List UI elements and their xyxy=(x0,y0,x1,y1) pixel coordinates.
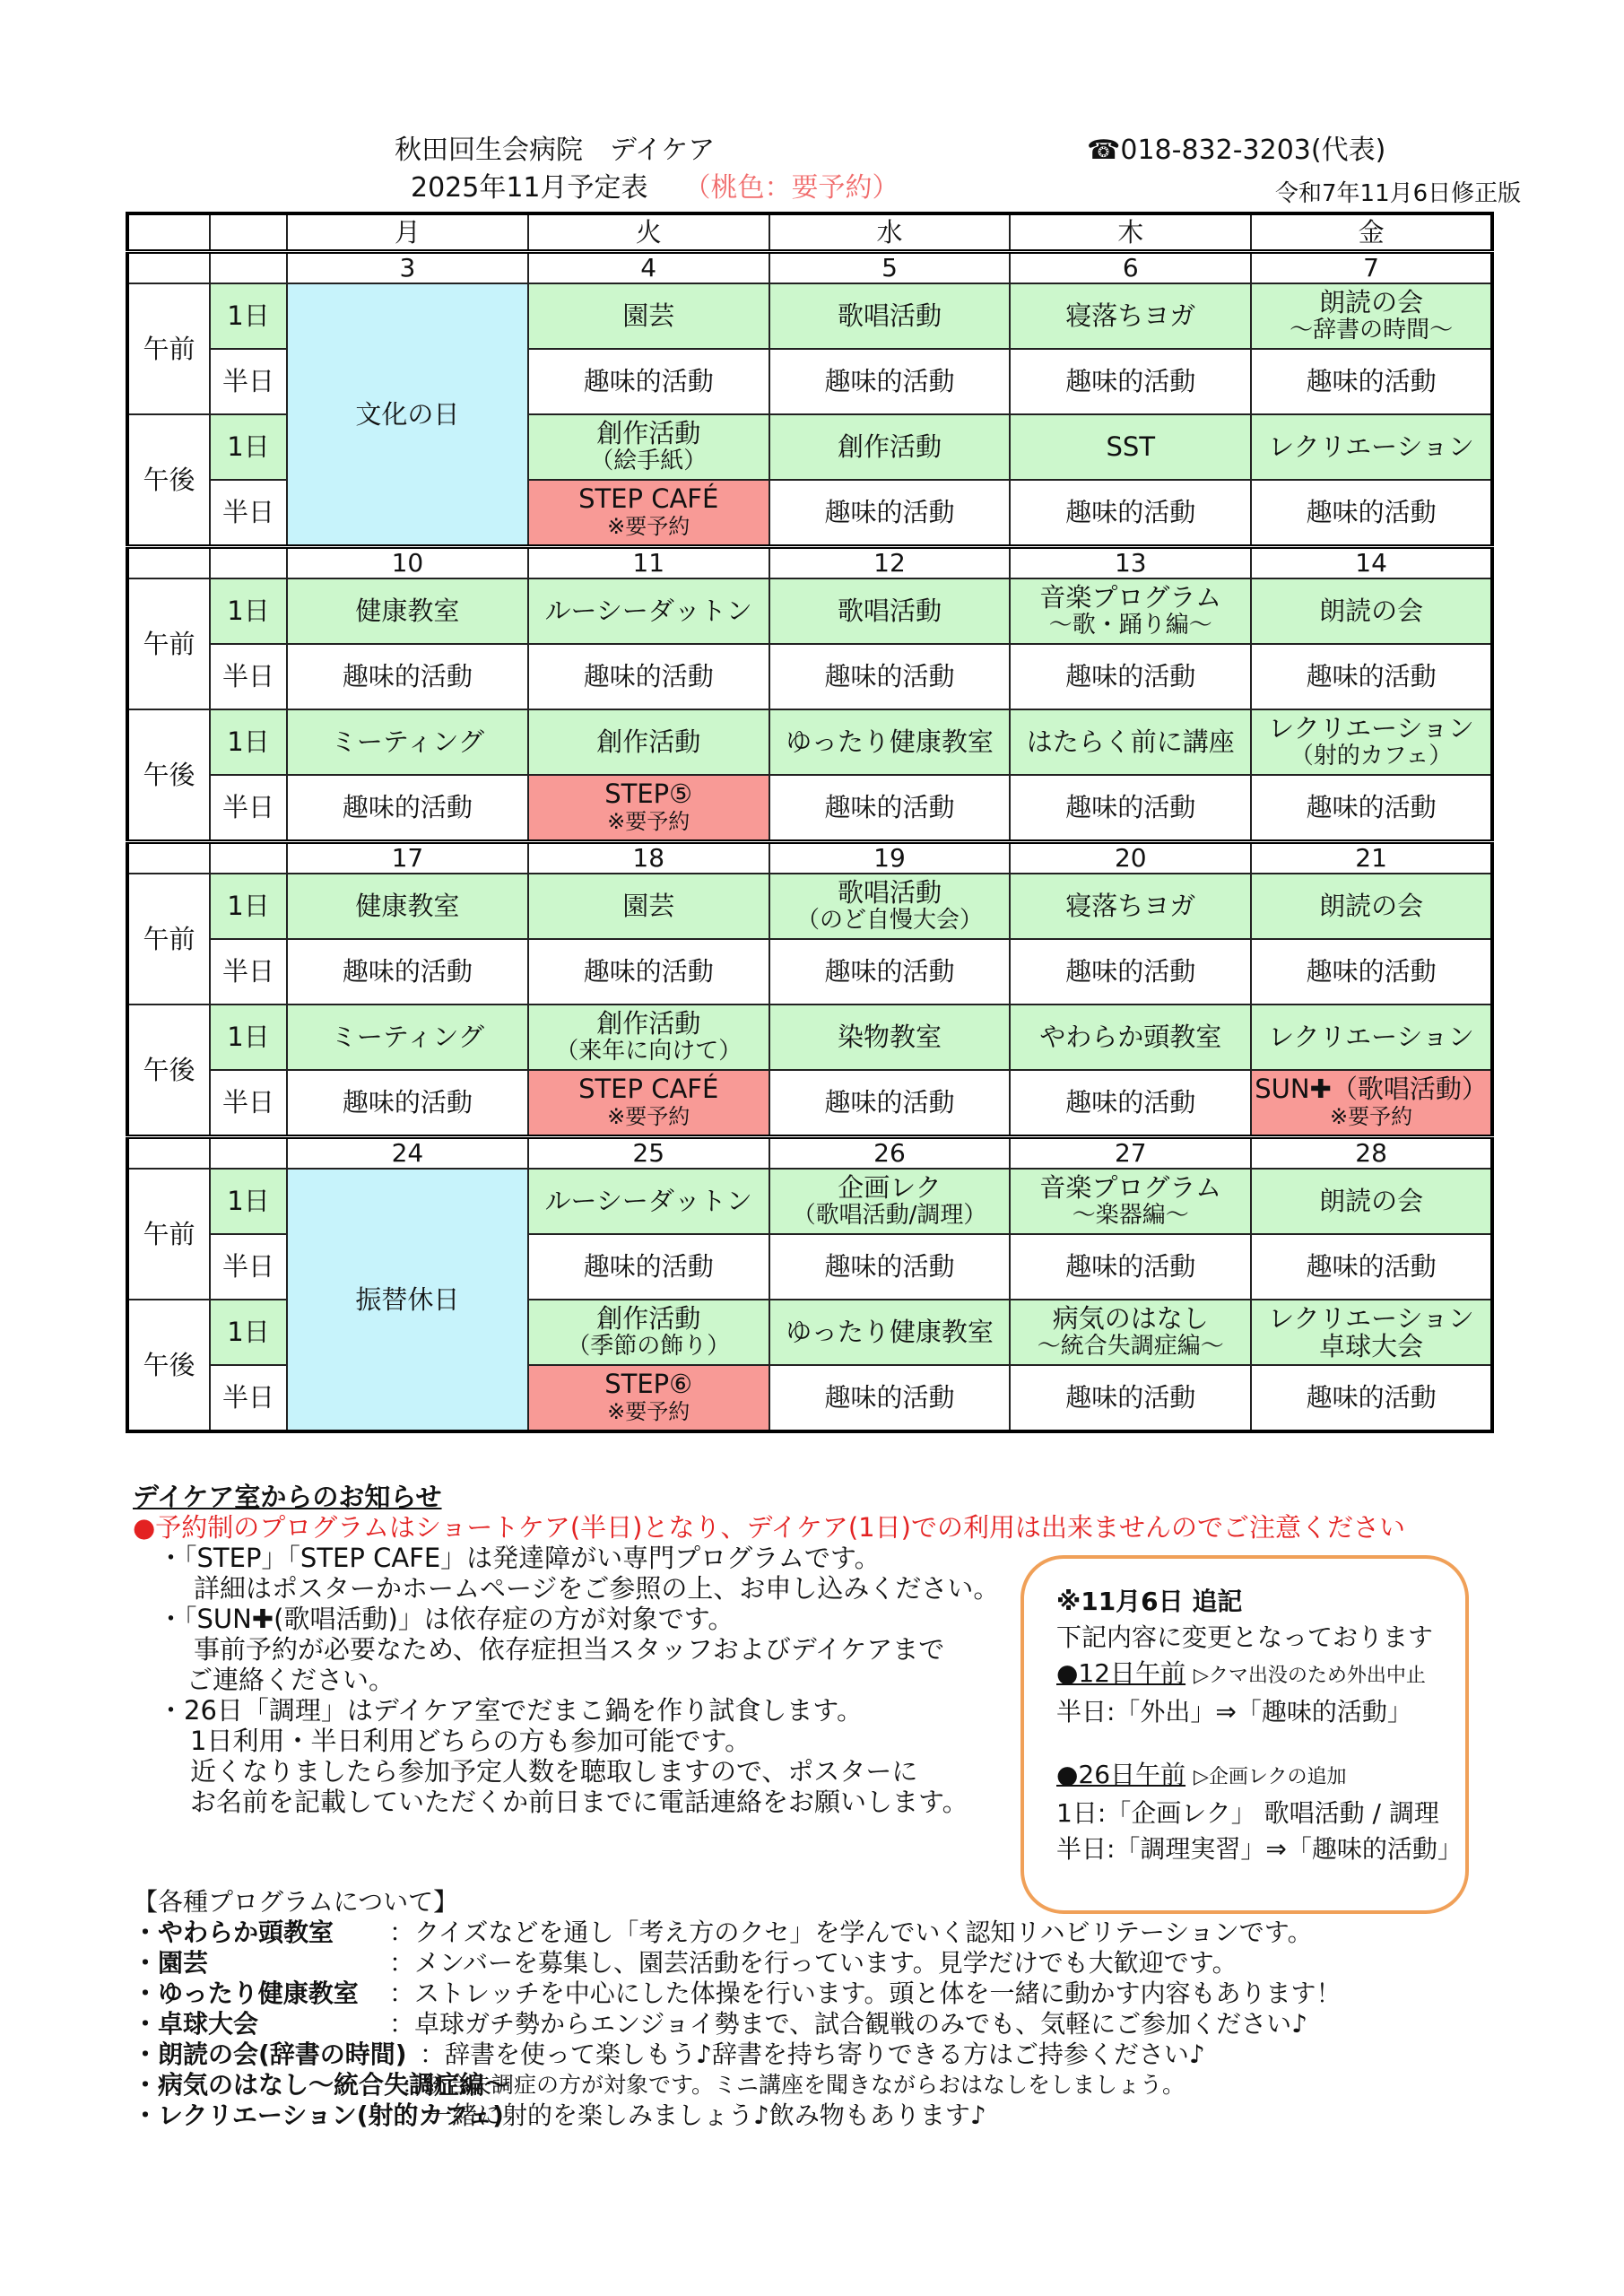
activity-cell: 趣味的活動 xyxy=(769,1365,1011,1431)
activity-cell: 趣味的活動 xyxy=(1010,349,1251,414)
activity-cell: 歌唱活動 （のど自慢大会） xyxy=(769,874,1011,939)
full-day-label: 1日 xyxy=(210,578,287,644)
date-cell: 4 xyxy=(528,252,769,284)
activity-cell: 朗読の会 xyxy=(1251,578,1492,644)
date-cell: 26 xyxy=(769,1137,1011,1170)
half-day-label: 半日 xyxy=(210,480,287,547)
date-cell: 17 xyxy=(287,842,528,874)
change-2-note: ▷企画レクの追加 xyxy=(1193,1766,1347,1788)
weekday-header: 木 xyxy=(1010,213,1251,252)
date-cell: 20 xyxy=(1010,842,1251,874)
activity-cell: レクリエーション xyxy=(1251,1004,1492,1070)
schedule-title-text: 2025年11月予定表 xyxy=(411,172,648,204)
activity-cell: 音楽プログラム ～楽器編～ xyxy=(1010,1169,1251,1234)
full-day-label: 1日 xyxy=(210,874,287,939)
notice-item: 近くなりましたら参加予定人数を聴取しますので、ポスターに xyxy=(190,1756,918,1787)
activity-cell: SST xyxy=(1010,414,1251,480)
program-desc: ：卓球ガチ勢からエンジョイ勢まで、試合観戦のみでも、気軽にご参加ください♪ xyxy=(389,2009,1308,2039)
activity-cell: ルーシーダットン xyxy=(528,1169,769,1234)
program-name: ・ゆったり健康教室 xyxy=(133,1979,359,2008)
date-cell: 27 xyxy=(1010,1137,1251,1170)
activity-cell: 創作活動 （絵手紙） xyxy=(528,414,769,480)
half-day-label: 半日 xyxy=(210,939,287,1004)
reservation-legend: （桃色：要予約） xyxy=(683,172,899,204)
activity-cell: 歌唱活動 xyxy=(769,578,1011,644)
notice-item: 1日利用・半日利用どちらの方も参加可能です。 xyxy=(190,1726,751,1756)
activity-cell: 趣味的活動 xyxy=(287,775,528,842)
half-day-label: 半日 xyxy=(210,1365,287,1431)
activity-cell: 創作活動 xyxy=(528,709,769,775)
program-item xyxy=(133,2100,1532,2131)
program-item xyxy=(133,1948,1532,1979)
program-desc: ：ストレッチを中心にした体操を行います。頭と体を一緒に動かす内容もあります！ xyxy=(389,1979,1342,2008)
activity-cell: 趣味的活動 xyxy=(1010,1365,1251,1431)
activity-cell: STEP CAFÉ ※要予約 xyxy=(528,1070,769,1137)
program-item xyxy=(133,2070,1532,2100)
activity-cell: 創作活動 （来年に向けて） xyxy=(528,1004,769,1070)
half-day-label: 半日 xyxy=(210,644,287,709)
full-day-label: 1日 xyxy=(210,1004,287,1070)
activity-cell: 趣味的活動 xyxy=(287,1070,528,1137)
activity-cell: 趣味的活動 xyxy=(769,349,1011,414)
change-2-line-2: 半日:「調理実習」⇒「趣味的活動」 xyxy=(1056,1834,1463,1864)
activity-cell: 趣味的活動 xyxy=(1010,644,1251,709)
notice-item: ご連絡ください。 xyxy=(187,1665,395,1695)
activity-cell: 趣味的活動 xyxy=(528,644,769,709)
date-blank xyxy=(127,1137,210,1170)
date-cell: 3 xyxy=(287,252,528,284)
date-cell: 28 xyxy=(1251,1137,1492,1170)
date-cell: 14 xyxy=(1251,547,1492,579)
activity-cell: 朗読の会 ～辞書の時間～ xyxy=(1251,283,1492,349)
activity-cell: 趣味的活動 xyxy=(1010,1234,1251,1300)
activity-cell: 趣味的活動 xyxy=(528,939,769,1004)
activity-cell: レクリエーション 卓球大会 xyxy=(1251,1300,1492,1365)
period-am: 午前 xyxy=(127,283,210,414)
program-name: ・卓球大会 xyxy=(133,2009,259,2039)
notice-item: ・26日「調理」はデイケア室でだまこ鍋を作り試食します。 xyxy=(158,1695,863,1726)
activity-cell: 趣味的活動 xyxy=(1010,939,1251,1004)
period-pm: 午後 xyxy=(127,709,210,842)
half-day-label: 半日 xyxy=(210,1070,287,1137)
period-am: 午前 xyxy=(127,1169,210,1300)
notice-item: ・「SUN✚(歌唱活動)」は依存症の方が対象です。 xyxy=(158,1604,734,1634)
activity-cell: 趣味的活動 xyxy=(1251,349,1492,414)
change-2 xyxy=(1056,1757,1438,1796)
full-day-label: 1日 xyxy=(210,1169,287,1234)
activity-cell: 染物教室 xyxy=(769,1004,1011,1070)
holiday-cell: 振替休日 xyxy=(287,1169,528,1431)
program-item xyxy=(133,1918,1532,1948)
half-day-label: 半日 xyxy=(210,1234,287,1300)
activity-cell: 朗読の会 xyxy=(1251,1169,1492,1234)
activity-cell: 趣味的活動 xyxy=(769,775,1011,842)
weekday-header: 水 xyxy=(769,213,1011,252)
activity-cell: 趣味的活動 xyxy=(287,644,528,709)
header-blank xyxy=(127,213,210,252)
activity-cell: STEP⑥ ※要予約 xyxy=(528,1365,769,1431)
period-pm: 午後 xyxy=(127,414,210,547)
activity-cell: 趣味的活動 xyxy=(528,349,769,414)
weekday-header: 金 xyxy=(1251,213,1492,252)
program-desc: ：統合失調症の方が対象です。ミニ講座を聞きながらおはなしをしましょう。 xyxy=(402,2072,1185,2098)
change-2-head: ●26日午前 xyxy=(1056,1760,1186,1789)
schedule-title xyxy=(411,172,899,204)
change-2-line-1: 1日:「企画レク」 歌唱活動 / 調理 xyxy=(1056,1798,1439,1828)
date-cell: 13 xyxy=(1010,547,1251,579)
program-item xyxy=(133,2009,1532,2039)
activity-cell: ゆったり健康教室 xyxy=(769,709,1011,775)
date-blank xyxy=(210,547,287,579)
activity-cell: 趣味的活動 xyxy=(1251,644,1492,709)
change-1-note: ▷クマ出没のため外出中止 xyxy=(1193,1665,1426,1687)
schedule-table xyxy=(126,212,1494,1433)
program-desc: ：クイズなどを通し「考え方のクセ」を学んでいく認知リハビリテーションです。 xyxy=(389,1918,1313,1947)
date-cell: 6 xyxy=(1010,252,1251,284)
activity-cell: 朗読の会 xyxy=(1251,874,1492,939)
activity-cell: 健康教室 xyxy=(287,578,528,644)
activity-cell: 趣味的活動 xyxy=(769,644,1011,709)
date-cell: 7 xyxy=(1251,252,1492,284)
period-am: 午前 xyxy=(127,874,210,1004)
activity-cell: 趣味的活動 xyxy=(769,939,1011,1004)
full-day-label: 1日 xyxy=(210,414,287,480)
weekday-header: 月 xyxy=(287,213,528,252)
activity-cell: 企画レク （歌唱活動/調理） xyxy=(769,1169,1011,1234)
revision-date: 令和7年11月6日修正版 xyxy=(1275,180,1522,207)
activity-cell: 創作活動 xyxy=(769,414,1011,480)
program-item xyxy=(133,2039,1532,2070)
activity-cell: ゆったり健康教室 xyxy=(769,1300,1011,1365)
activity-cell: 趣味的活動 xyxy=(1010,775,1251,842)
activity-cell: はたらく前に講座 xyxy=(1010,709,1251,775)
date-cell: 18 xyxy=(528,842,769,874)
activity-cell: 歌唱活動 xyxy=(769,283,1011,349)
date-cell: 10 xyxy=(287,547,528,579)
date-cell: 19 xyxy=(769,842,1011,874)
date-cell: 24 xyxy=(287,1137,528,1170)
half-day-label: 半日 xyxy=(210,775,287,842)
notice-item: 詳細はポスターかホームページをご参照の上、お申し込みください。 xyxy=(194,1573,1000,1604)
activity-cell: 趣味的活動 xyxy=(769,480,1011,547)
date-blank xyxy=(127,842,210,874)
update-intro: 下記内容に変更となっております xyxy=(1056,1622,1434,1652)
program-desc: ：一緒に射的を楽しみましょう♪飲み物もあります♪ xyxy=(402,2100,986,2130)
activity-cell: 趣味的活動 xyxy=(769,1234,1011,1300)
activity-cell: ルーシーダットン xyxy=(528,578,769,644)
activity-cell: 趣味的活動 xyxy=(1251,775,1492,842)
date-cell: 11 xyxy=(528,547,769,579)
activity-cell: ミーティング xyxy=(287,1004,528,1070)
activity-cell: 音楽プログラム ～歌・踊り編～ xyxy=(1010,578,1251,644)
program-name: ・朗読の会(辞書の時間) xyxy=(133,2039,407,2069)
programs-title: 【各種プログラムについて】 xyxy=(133,1887,459,1917)
phone-number: ☎018-832-3203(代表) xyxy=(1087,135,1386,166)
activity-cell: 寝落ちヨガ xyxy=(1010,283,1251,349)
activity-cell: 趣味的活動 xyxy=(528,1234,769,1300)
activity-cell: 趣味的活動 xyxy=(287,939,528,1004)
date-cell: 5 xyxy=(769,252,1011,284)
period-pm: 午後 xyxy=(127,1004,210,1137)
update-title: ※11月6日 追記 xyxy=(1056,1587,1243,1616)
update-notice-box xyxy=(1020,1555,1469,1914)
date-blank xyxy=(210,842,287,874)
activity-cell: STEP⑤ ※要予約 xyxy=(528,775,769,842)
half-day-label: 半日 xyxy=(210,349,287,414)
program-name: ・園芸 xyxy=(133,1948,209,1978)
program-item xyxy=(133,1979,1532,2009)
activity-cell: ミーティング xyxy=(287,709,528,775)
activity-cell: 趣味的活動 xyxy=(769,1070,1011,1137)
notice-item: ・「STEP」「STEP CAFE」は発達障がい専門プログラムです。 xyxy=(158,1543,881,1573)
change-1-line: 半日:「外出」⇒「趣味的活動」 xyxy=(1056,1697,1412,1726)
activity-cell: 趣味的活動 xyxy=(1251,1365,1492,1431)
activity-cell: 寝落ちヨガ xyxy=(1010,874,1251,939)
date-blank xyxy=(127,252,210,284)
activity-cell: 園芸 xyxy=(528,283,769,349)
activity-cell: 創作活動 （季節の飾り） xyxy=(528,1300,769,1365)
activity-cell: 趣味的活動 xyxy=(1251,480,1492,547)
change-1 xyxy=(1056,1656,1438,1694)
hospital-title: 秋田回生会病院 デイケア xyxy=(395,135,716,166)
activity-cell: 園芸 xyxy=(528,874,769,939)
full-day-label: 1日 xyxy=(210,283,287,349)
activity-cell: SUN✚（歌唱活動） ※要予約 xyxy=(1251,1070,1492,1137)
notice-warning: ●予約制のプログラムはショートケア(半日)となり、デイケア(1日)での利用は出来ませんのでご注意ください xyxy=(133,1512,1405,1543)
program-name: ・病気のはなし～統合失調症編～ xyxy=(133,2070,510,2100)
activity-cell: 趣味的活動 xyxy=(1251,1234,1492,1300)
activity-cell: 趣味的活動 xyxy=(1010,1070,1251,1137)
date-blank xyxy=(210,252,287,284)
activity-cell: 趣味的活動 xyxy=(1251,939,1492,1004)
program-name: ・レクリエーション(射的カフェ) xyxy=(133,2100,504,2130)
activity-cell: 趣味的活動 xyxy=(1010,480,1251,547)
activity-cell: 健康教室 xyxy=(287,874,528,939)
date-cell: 21 xyxy=(1251,842,1492,874)
full-day-label: 1日 xyxy=(210,709,287,775)
period-am: 午前 xyxy=(127,578,210,709)
change-1-head: ●12日午前 xyxy=(1056,1658,1186,1688)
programs-section xyxy=(133,1887,1532,2131)
date-blank xyxy=(210,1137,287,1170)
date-cell: 12 xyxy=(769,547,1011,579)
notices-title: デイケア室からのお知らせ xyxy=(133,1482,442,1512)
program-desc: ：メンバーを募集し、園芸活動を行っています。見学だけでも大歓迎です。 xyxy=(389,1948,1238,1978)
program-desc: ：辞書を使って楽しもう♪辞書を持ち寄りできる方はご持参ください♪ xyxy=(420,2039,1205,2069)
date-blank xyxy=(127,547,210,579)
activity-cell: レクリエーション xyxy=(1251,414,1492,480)
full-day-label: 1日 xyxy=(210,1300,287,1365)
program-name: ・やわらか頭教室 xyxy=(133,1918,334,1947)
notice-item: お名前を記載していただくか前日までに電話連絡をお願いします。 xyxy=(190,1787,968,1817)
notice-item: 事前予約が必要なため、依存症担当スタッフおよびデイケアまで xyxy=(194,1634,945,1665)
weekday-header: 火 xyxy=(528,213,769,252)
activity-cell: 病気のはなし ～統合失調症編～ xyxy=(1010,1300,1251,1365)
activity-cell: STEP CAFÉ ※要予約 xyxy=(528,480,769,547)
header-blank xyxy=(210,213,287,252)
date-cell: 25 xyxy=(528,1137,769,1170)
holiday-cell: 文化の日 xyxy=(287,283,528,547)
activity-cell: レクリエーション （射的カフェ） xyxy=(1251,709,1492,775)
period-pm: 午後 xyxy=(127,1300,210,1431)
activity-cell: やわらか頭教室 xyxy=(1010,1004,1251,1070)
